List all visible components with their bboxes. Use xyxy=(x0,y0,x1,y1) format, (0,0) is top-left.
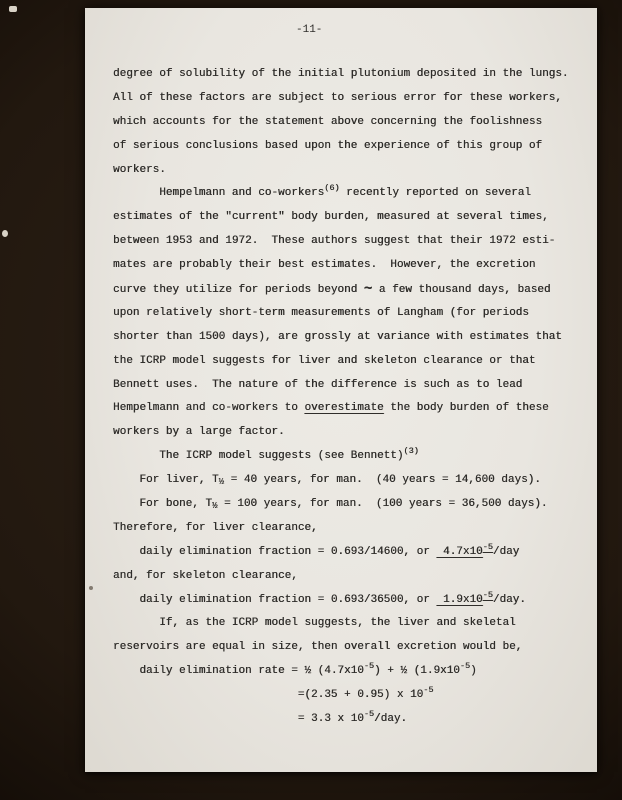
text-segment: and, for skeleton clearance, xyxy=(113,569,298,582)
text-segment: -5 xyxy=(363,661,375,672)
text-segment: estimates of the "current" body burden, measured at several times, xyxy=(113,211,549,224)
text-segment: The ICRP model suggests (see Bennett) xyxy=(159,450,404,463)
text-segment: =(2.35 + 0.95) x 10 xyxy=(297,689,424,702)
text-line xyxy=(113,684,587,708)
page-number: -11- xyxy=(296,24,323,36)
text-segment: degree of solubility of the initial plutonium deposited in the lungs. xyxy=(113,68,569,80)
text-segment: mates are probably their best estimates. However, the excretion xyxy=(113,259,536,272)
text-segment: daily elimination fraction = 0.693/14600, or xyxy=(139,545,437,558)
scan-artifact xyxy=(2,230,8,237)
text-line xyxy=(113,111,587,135)
text-segment: If, as the ICRP model suggests, the liver and skeletal xyxy=(159,617,516,630)
text-segment: ∼ xyxy=(363,281,373,298)
text-segment: = 100 years, for man. (100 years = 36,500 days). xyxy=(217,498,548,511)
text-segment: ) + ½ (1.9x10 xyxy=(374,665,460,678)
text-segment: (3) xyxy=(403,446,419,457)
text-segment: Therefore, for liver clearance, xyxy=(113,521,318,534)
text-segment: -5 xyxy=(423,685,434,696)
text-segment: which accounts for the statement above concerning the foolishness xyxy=(113,115,543,128)
text-line xyxy=(113,206,587,230)
text-segment: -5 xyxy=(482,541,493,552)
text-segment: All of these factors are subject to serious error for these workers, xyxy=(113,91,562,104)
text-line xyxy=(113,469,587,493)
text-segment: Hempelmann and co-workers to xyxy=(113,402,305,415)
text-segment: daily elimination fraction = 0.693/36500, or xyxy=(139,593,437,606)
text-segment: For bone, T xyxy=(139,498,213,511)
text-line xyxy=(113,230,587,254)
text-segment: reservoirs are equal in size, then overall excretion would be, xyxy=(113,641,523,654)
text-line xyxy=(113,254,587,278)
text-segment: curve they utilize for periods beyond xyxy=(113,284,364,297)
text-segment: (6) xyxy=(324,183,340,194)
text-segment: ½ xyxy=(212,501,218,512)
text-segment: = 3.3 x 10 xyxy=(297,713,364,726)
text-segment: = 40 years, for man. (40 years = 14,600 days). xyxy=(224,474,541,487)
text-segment: daily elimination rate = ½ (4.7x10 xyxy=(139,665,364,678)
text-line xyxy=(113,517,587,541)
text-line xyxy=(113,302,587,326)
text-segment: of serious conclusions based upon the experience of this group of xyxy=(113,139,543,152)
text-line xyxy=(113,374,587,398)
text-line xyxy=(113,708,587,732)
text-line xyxy=(113,565,587,589)
text-segment: upon relatively short-term measurements of Langham (for periods xyxy=(113,306,529,319)
text-segment: the body burden of these xyxy=(383,402,549,415)
text-segment: recently reported on several xyxy=(339,187,531,200)
text-line xyxy=(113,541,587,565)
text-line xyxy=(113,159,587,183)
text-segment: /day. xyxy=(374,713,408,726)
text-segment: /day. xyxy=(492,593,526,606)
text-segment: overestimate xyxy=(304,402,384,415)
text-segment: -5 xyxy=(363,709,375,720)
text-segment: /day xyxy=(492,545,520,558)
text-line xyxy=(113,612,587,636)
text-line xyxy=(113,445,587,469)
text-line xyxy=(113,326,587,350)
text-line xyxy=(113,87,587,111)
text-line xyxy=(113,397,587,421)
scan-artifact xyxy=(9,6,17,12)
text-line xyxy=(113,182,587,206)
text-segment: -5 xyxy=(482,589,493,600)
text-segment: 4.7x10 xyxy=(436,545,483,558)
text-segment: 1.9x10 xyxy=(436,593,483,606)
text-segment: the ICRP model suggests for liver and skeleton clearance or that xyxy=(113,354,536,367)
text-segment: -5 xyxy=(459,661,471,672)
text-line xyxy=(113,63,587,87)
text-segment: workers. xyxy=(113,163,166,176)
text-segment: between 1953 and 1972. These authors suggest that their 1972 esti- xyxy=(113,235,556,248)
text-segment: shorter than 1500 days), are grossly at variance with estimates that xyxy=(113,330,562,343)
text-line xyxy=(113,135,587,159)
text-segment: a few thousand days, based xyxy=(372,284,551,297)
text-segment: ½ xyxy=(218,477,225,488)
text-line xyxy=(113,636,587,660)
text-line xyxy=(113,589,587,613)
text-segment: Bennett uses. The nature of the difference is such as to lead xyxy=(113,378,523,391)
document-body xyxy=(113,63,587,732)
text-line xyxy=(113,421,587,445)
document-page xyxy=(85,8,597,772)
text-segment: ) xyxy=(470,665,477,678)
scan-artifact xyxy=(89,586,93,590)
text-segment: Hempelmann and co-workers xyxy=(159,187,325,200)
text-segment: For liver, T xyxy=(139,474,219,487)
text-segment: workers by a large factor. xyxy=(113,426,285,439)
text-line xyxy=(113,493,587,517)
text-line xyxy=(113,350,587,374)
text-line xyxy=(113,278,587,302)
text-line xyxy=(113,660,587,684)
